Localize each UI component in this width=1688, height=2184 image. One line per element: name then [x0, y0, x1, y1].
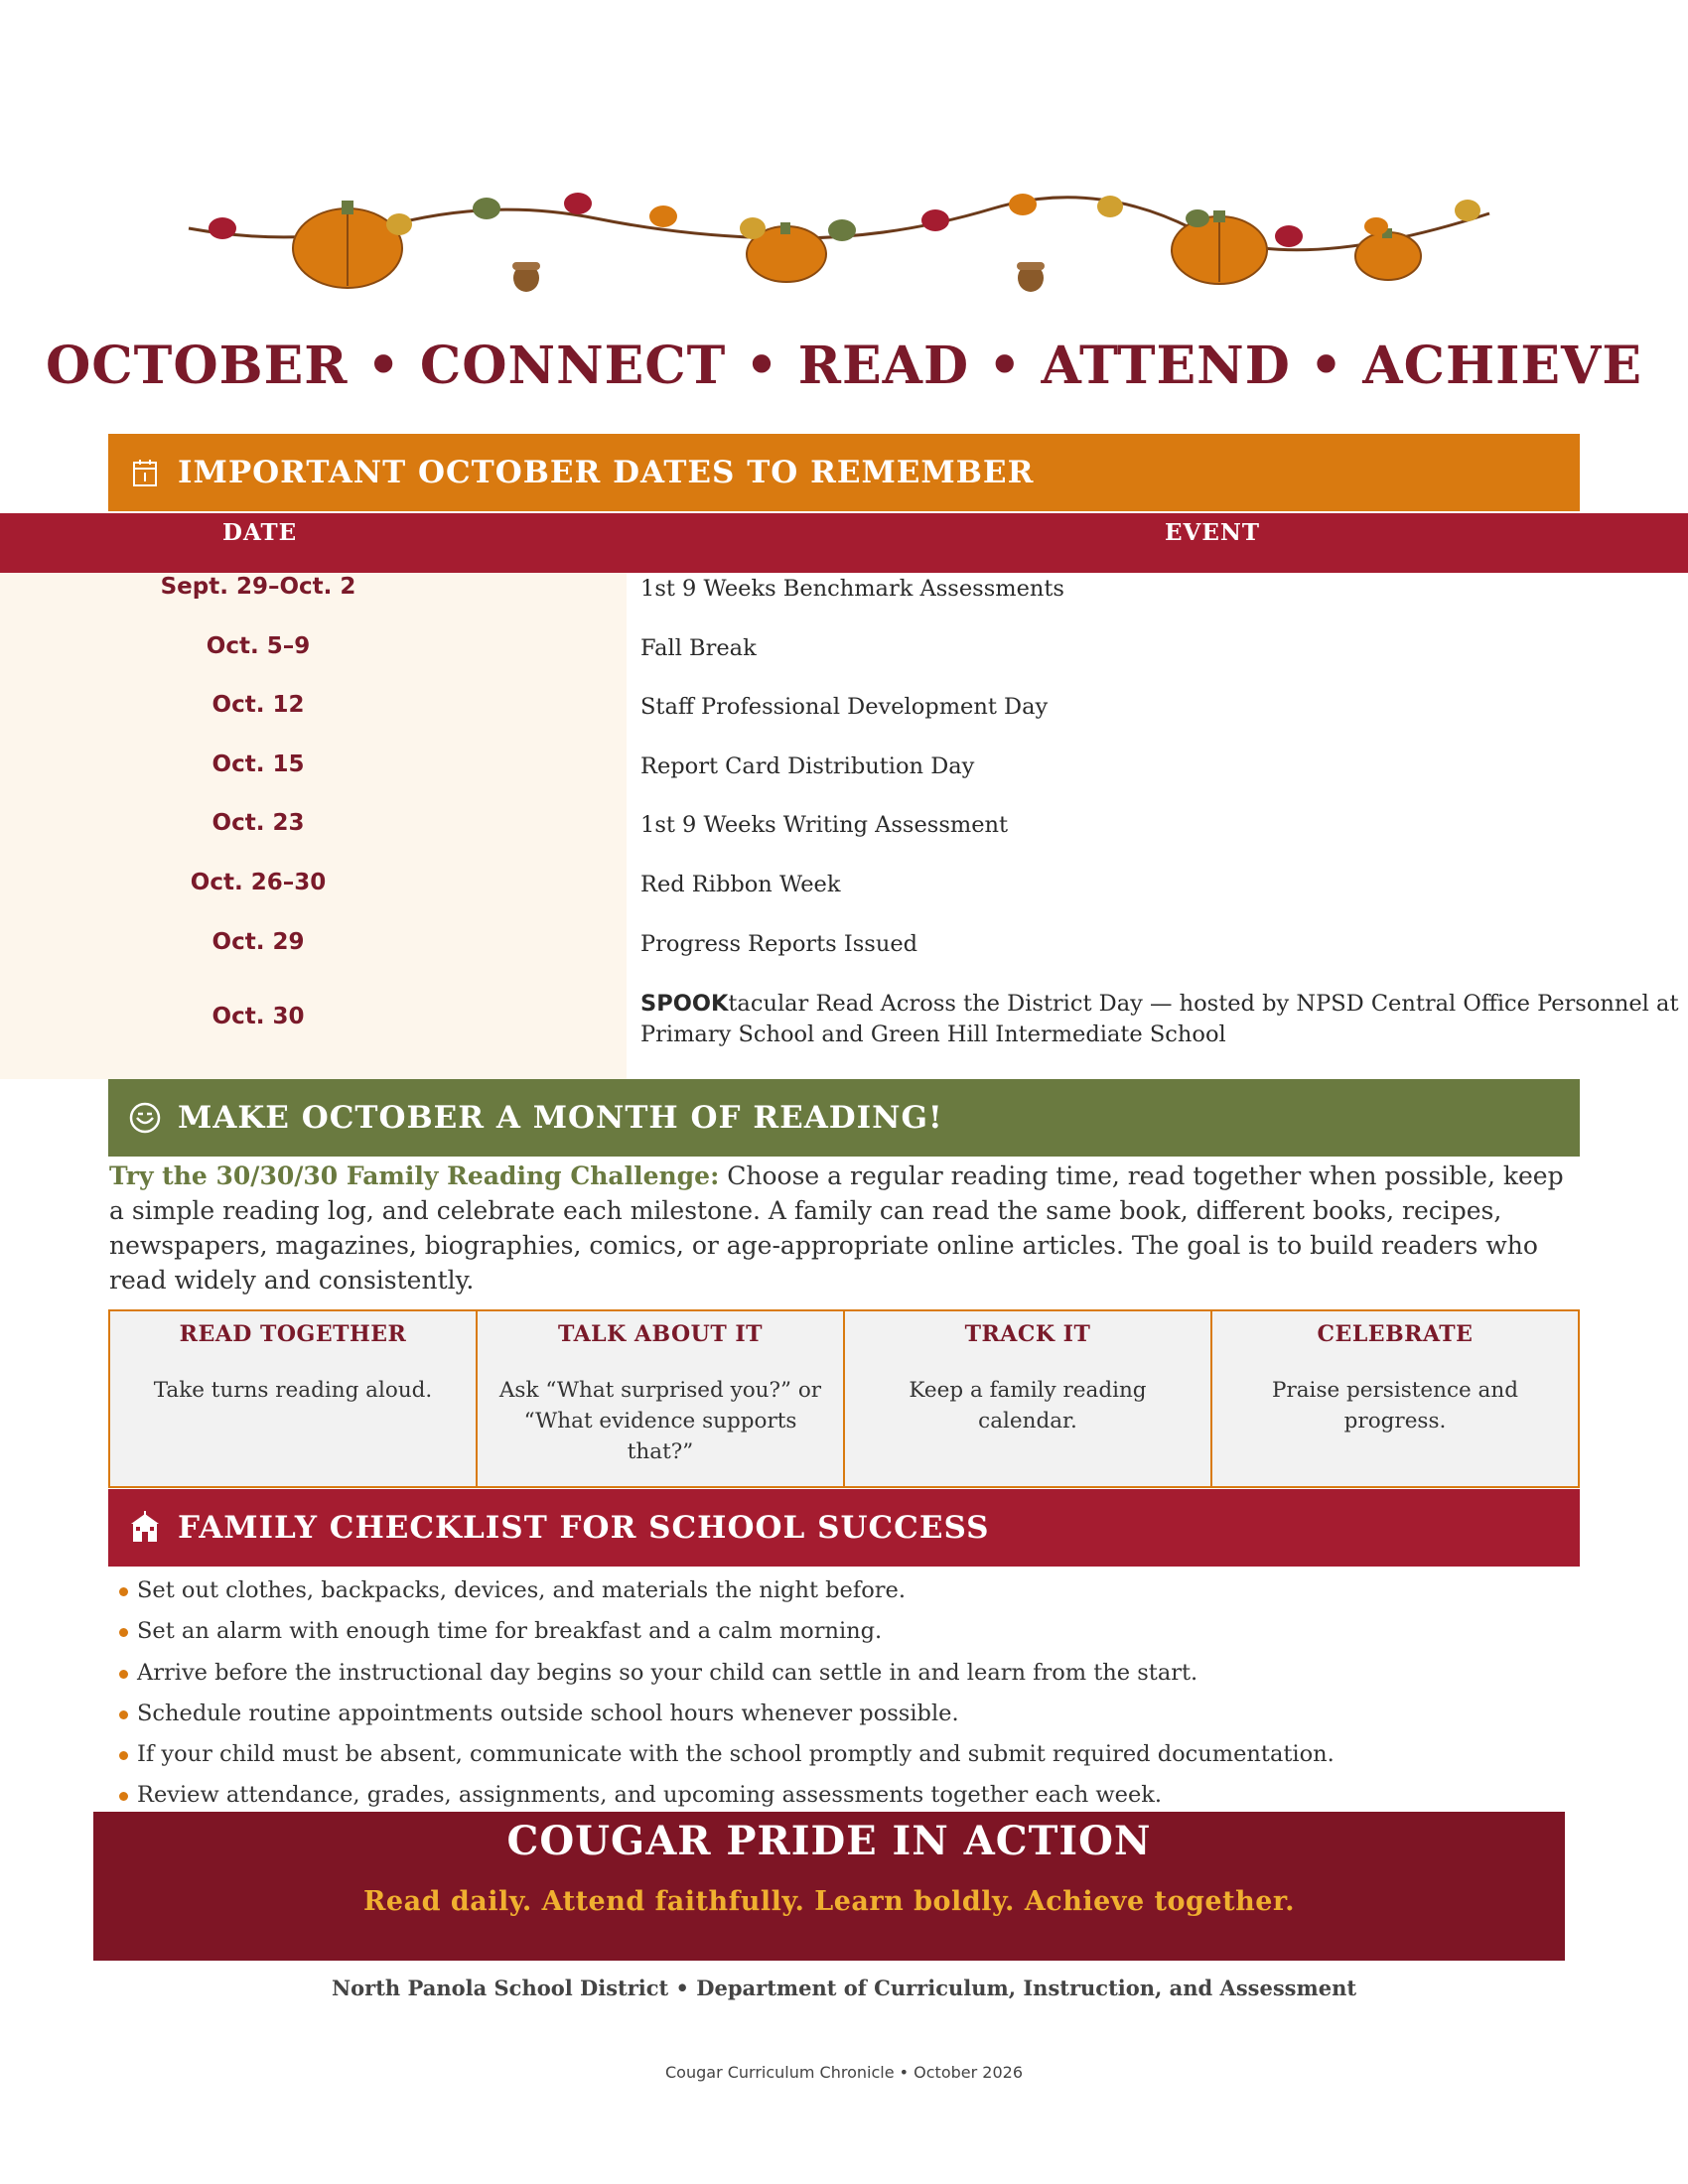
smile-icon	[126, 1099, 164, 1137]
dates-section-title: IMPORTANT OCTOBER DATES TO REMEMBER	[178, 455, 1035, 490]
pumpkin-icon	[1172, 210, 1267, 284]
event-date: Oct. 23	[211, 810, 305, 836]
reading-section-header	[108, 1079, 1580, 1157]
school-icon	[126, 1509, 164, 1547]
event-name: Fall Break	[640, 635, 757, 661]
page-title: OCTOBER • CONNECT • READ • ATTEND • ACHIEVE	[45, 336, 1643, 396]
reading-challenge-text	[109, 1159, 1584, 1297]
list-item: Set out clothes, backpacks, devices, and materials the night before.	[117, 1570, 1607, 1611]
tip-cell	[1212, 1311, 1578, 1486]
list-item: Schedule routine appointments outside school hours whenever possible.	[117, 1694, 1607, 1734]
tip-cell	[478, 1311, 845, 1486]
checklist-section-title: FAMILY CHECKLIST FOR SCHOOL SUCCESS	[178, 1510, 990, 1546]
tip-title: READ TOGETHER	[179, 1321, 407, 1347]
tip-title: TALK ABOUT IT	[557, 1321, 764, 1347]
district-line: North Panola School District • Department of Curriculum, Instruction, and Assessment	[331, 1976, 1357, 2000]
event-name	[640, 989, 1688, 1050]
event-date: Oct. 15	[211, 751, 305, 777]
date-column-header: DATE	[222, 519, 298, 546]
dates-section-header	[108, 434, 1580, 511]
tip-title: TRACK IT	[964, 1321, 1091, 1347]
challenge-lead: Try the 30/30/30 Family Reading Challenge:	[109, 1161, 720, 1190]
dates-table-header	[0, 513, 1688, 573]
acorn-icon	[1017, 262, 1045, 292]
tip-text: Take turns reading aloud.	[153, 1378, 433, 1403]
event-name: Staff Professional Development Day	[640, 694, 1049, 720]
checklist	[117, 1570, 1607, 1817]
tip-cell	[110, 1311, 478, 1486]
event-name-line2: Primary School and Green Hill Intermediate School	[640, 1022, 1226, 1047]
event-name: Report Card Distribution Day	[640, 753, 975, 779]
cougar-pride-banner	[93, 1812, 1565, 1961]
list-item: If your child must be absent, communicate with the school promptly and submit required documentation.	[117, 1734, 1607, 1775]
autumn-garland-decoration	[179, 169, 1509, 298]
event-name: Red Ribbon Week	[640, 872, 841, 897]
pumpkin-icon	[293, 201, 402, 288]
event-date: Oct. 30	[211, 1004, 305, 1029]
reading-section-title: MAKE OCTOBER A MONTH OF READING!	[178, 1100, 943, 1136]
list-item: Arrive before the instructional day begins so your child can settle in and learn from the start.	[117, 1653, 1607, 1694]
tip-text: Praise persistence and progress.	[1272, 1378, 1518, 1433]
tip-text: Ask “What surprised you?” or “What evidence supports that?”	[498, 1378, 822, 1464]
pride-tagline: Read daily. Attend faithfully. Learn boldly. Achieve together.	[362, 1886, 1296, 1917]
list-item: Set an alarm with enough time for breakfast and a calm morning.	[117, 1611, 1607, 1652]
tip-title: CELEBRATE	[1317, 1321, 1474, 1347]
reading-tips-table	[108, 1309, 1580, 1488]
acorn-icon	[512, 262, 540, 292]
tip-cell	[845, 1311, 1212, 1486]
event-date: Oct. 12	[211, 692, 305, 718]
event-name: Progress Reports Issued	[640, 931, 918, 957]
event-emphasis: SPOOK	[640, 991, 729, 1017]
event-date: Sept. 29–Oct. 2	[160, 574, 356, 600]
list-item: Review attendance, grades, assignments, and upcoming assessments together each week.	[117, 1775, 1607, 1816]
calendar-icon	[126, 454, 164, 491]
event-column-header: EVENT	[1165, 519, 1261, 546]
tip-text: Keep a family reading calendar.	[909, 1378, 1147, 1433]
event-date: Oct. 5–9	[206, 633, 311, 659]
challenge-body: Choose a regular reading time, read together when possible, keep a simple reading log, and celebrate each milestone. A family can read the same book, different books, recipes, newspapers, magazines, biographies, comics, or age-appropriate online articles. The goal is to build readers who read widely and consistently.	[109, 1161, 1564, 1295]
footer-text: Cougar Curriculum Chronicle • October 2026	[665, 2063, 1023, 2082]
event-name: 1st 9 Weeks Writing Assessment	[640, 812, 1009, 838]
event-name-line1: tacular Read Across the District Day — hosted by NPSD Central Office Personnel at	[728, 991, 1679, 1017]
pride-title: COUGAR PRIDE IN ACTION	[506, 1818, 1152, 1864]
checklist-section-header	[108, 1489, 1580, 1567]
event-date: Oct. 29	[211, 929, 305, 955]
event-name: 1st 9 Weeks Benchmark Assessments	[640, 576, 1064, 602]
event-date: Oct. 26–30	[190, 870, 327, 895]
